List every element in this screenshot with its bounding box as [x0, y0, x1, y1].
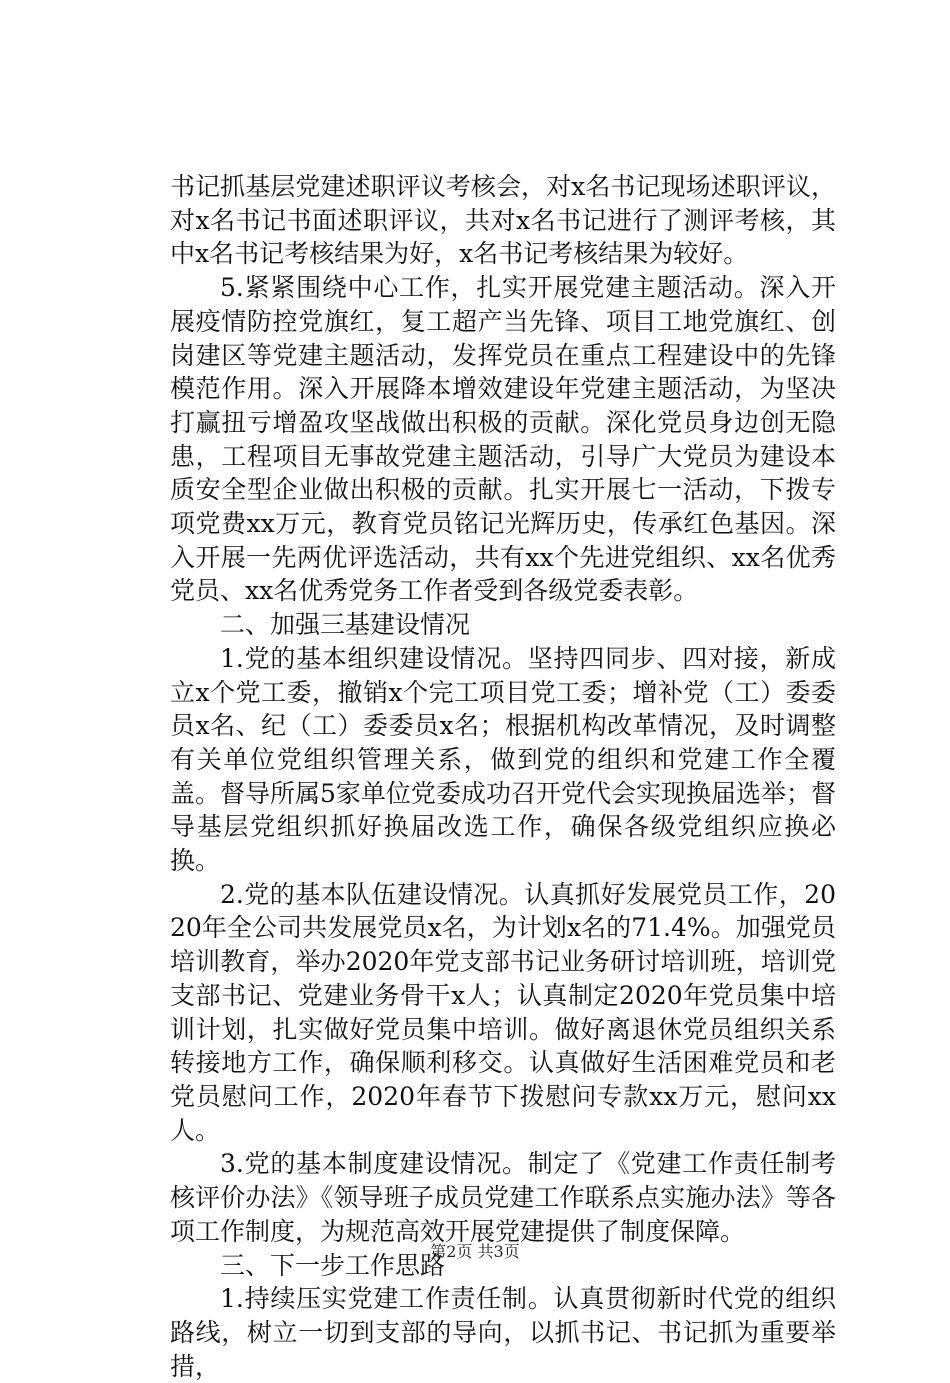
paragraph-system: 3.党的基本制度建设情况。制定了《党建工作责任制考核评价办法》《领导班子成员党建工作联系点实施办法》等各项工作制度，为规范高效开展党建提供了制度保障。	[170, 1149, 836, 1246]
section-heading-2: 二、加强三基建设情况	[220, 610, 471, 640]
paragraph-item-5: 5.紧紧围绕中心工作，扎实开展党建主题活动。深入开展疫情防控党旗红，复工超产当先锋、项目工地党旗红、创岗建区等党建主题活动，发挥党员在重点工程建设中的先锋模范作用。深入开展降本增效建设年党建主题活动，为坚决打赢扭亏增盈攻坚战做出积极的贡献。深化党员身边创无隐患，工程项目无事故党建主题活动，引导广大党员为建设本质安全型企业做出积极的贡献。扎实开展七一活动，下拨专项党费xx万元，教育党员铭记光辉历史，传承红色基因。深入开展一先两优评选活动，共有xx个先进党组织、xx名优秀党员、xx名优秀党务工作者受到各级党委表彰。	[170, 273, 836, 606]
page-footer: 第2页 共3页	[430, 1242, 520, 1261]
section-heading-3: 三、下一步工作思路	[220, 1250, 446, 1280]
paragraph-next-steps: 1.持续压实党建工作责任制。认真贯彻新时代党的组织路线，树立一切到支部的导向，以抓书记、书记抓为重要举措，	[170, 1284, 836, 1381]
document-body	[170, 170, 836, 1383]
paragraph-organization: 1.党的基本组织建设情况。坚持四同步、四对接，新成立x个党工委，撤销x个完工项目党工委；增补党（工）委委员x名、纪（工）委委员x名；根据机构改革情况，及时调整有关单位党组织管理关系，做到党的组织和党建工作全覆盖。督导所属5家单位党委成功召开党代会实现换届选举；督导基层党组织抓好换届改选工作，确保各级党组织应换必换。	[170, 643, 836, 876]
paragraph-continuation: 书记抓基层党建述职评议考核会，对x名书记现场述职评议，对x名书记书面述职评议，共对x名书记进行了测评考核，其中x名书记考核结果为好，x名书记考核结果为较好。	[170, 172, 836, 269]
paragraph-team: 2.党的基本队伍建设情况。认真抓好发展党员工作，2020年全公司共发展党员x名，为计划x名的71.4%。加强党员培训教育，举办2020年党支部书记业务研讨培训班，培训党支部书记、党建业务骨干x人；认真制定2020年党员集中培训计划，扎实做好党员集中培训。做好离退休党员组织关系转接地方工作，确保顺利移交。认真做好生活困难党员和老党员慰问工作，2020年春节下拨慰问专款xx万元，慰问xx人。	[170, 879, 836, 1145]
